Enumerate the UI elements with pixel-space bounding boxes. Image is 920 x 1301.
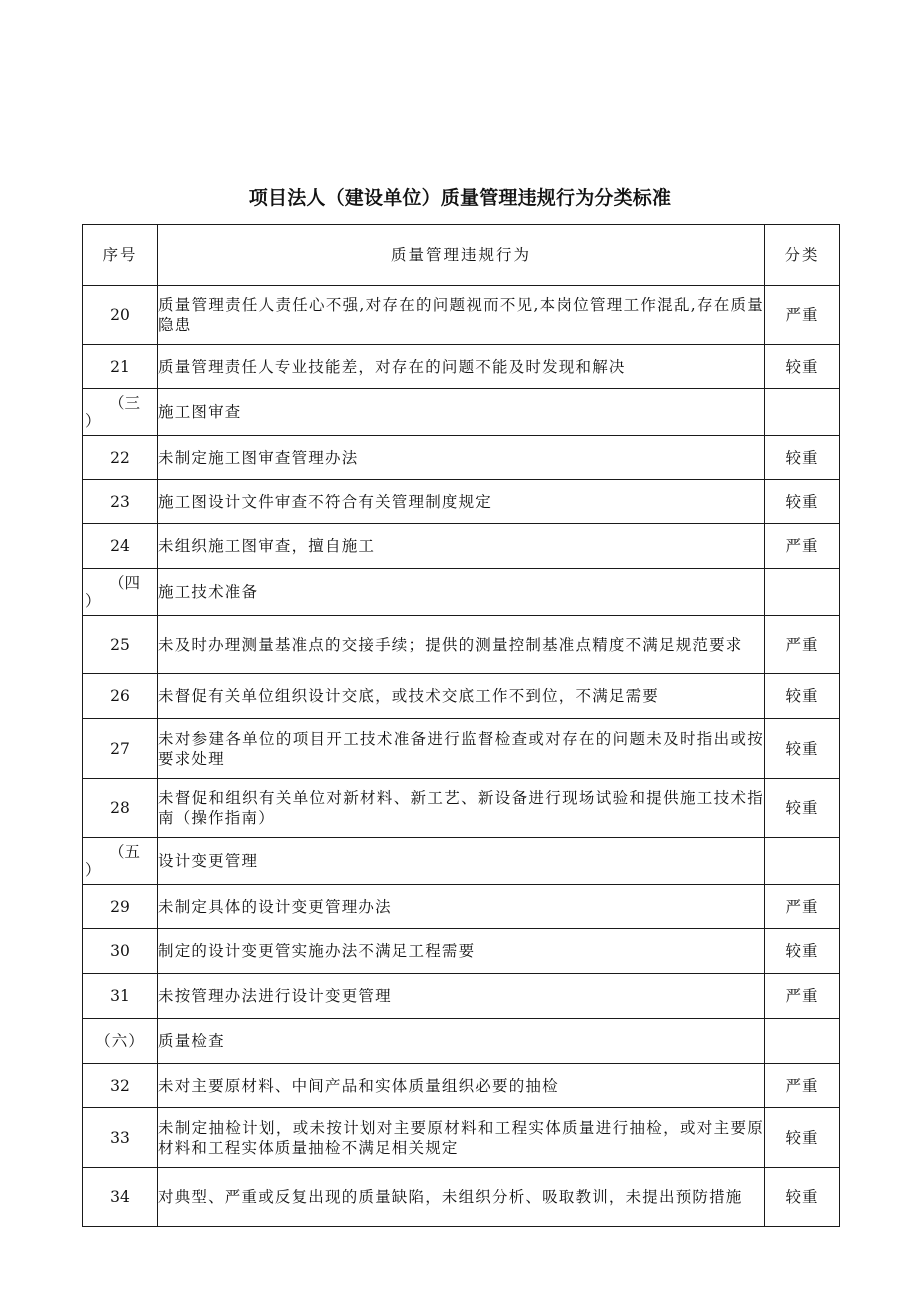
row-description: 未对主要原材料、中间产品和实体质量组织必要的抽检 [158, 1064, 765, 1108]
row-category: 较重 [765, 929, 840, 974]
row-description: 质量管理责任人责任心不强,对存在的问题视而不见,本岗位管理工作混乱,存在质量隐患 [158, 286, 765, 345]
section-row [83, 838, 840, 885]
row-category: 严重 [765, 974, 840, 1019]
section-number: （四 ） [83, 569, 158, 616]
table-row [83, 929, 840, 974]
row-category [765, 1019, 840, 1064]
row-description: 未督促有关单位组织设计交底，或技术交底工作不到位，不满足需要 [158, 674, 765, 719]
table-row [83, 1108, 840, 1168]
table-row [83, 674, 840, 719]
section-title: 质量检查 [158, 1019, 765, 1064]
row-description: 未组织施工图审查，擅自施工 [158, 524, 765, 569]
row-description: 未制定抽检计划，或未按计划对主要原材料和工程实体质量进行抽检，或对主要原材料和工程实体质量抽检不满足相关规定 [158, 1108, 765, 1168]
table-row [83, 974, 840, 1019]
row-category: 较重 [765, 1168, 840, 1227]
section-row [83, 569, 840, 616]
row-description: 施工图设计文件审查不符合有关管理制度规定 [158, 480, 765, 524]
section-row [83, 1019, 840, 1064]
row-number: 34 [83, 1168, 158, 1227]
row-category: 较重 [765, 1108, 840, 1168]
row-description: 质量管理责任人专业技能差，对存在的问题不能及时发现和解决 [158, 345, 765, 389]
row-category: 较重 [765, 719, 840, 779]
row-description: 制定的设计变更管实施办法不满足工程需要 [158, 929, 765, 974]
row-number: 30 [83, 929, 158, 974]
table-row [83, 719, 840, 779]
row-number: 25 [83, 616, 158, 674]
row-category: 较重 [765, 480, 840, 524]
row-category: 严重 [765, 1064, 840, 1108]
page-title: 项目法人（建设单位）质量管理违规行为分类标准 [248, 187, 672, 209]
section-title: 施工图审查 [158, 389, 765, 436]
row-description: 未制定具体的设计变更管理办法 [158, 885, 765, 929]
section-number: （三 ） [83, 389, 158, 436]
row-description: 未按管理办法进行设计变更管理 [158, 974, 765, 1019]
row-category [765, 569, 840, 616]
header-cat: 分类 [765, 225, 840, 286]
section-row [83, 389, 840, 436]
header-no: 序号 [83, 225, 158, 286]
row-number: 31 [83, 974, 158, 1019]
row-description: 对典型、严重或反复出现的质量缺陷，未组织分析、吸取教训，未提出预防措施 [158, 1168, 765, 1227]
row-category: 较重 [765, 779, 840, 838]
row-number: 27 [83, 719, 158, 779]
row-category: 严重 [765, 286, 840, 345]
table-header-row [83, 225, 840, 286]
section-title: 施工技术准备 [158, 569, 765, 616]
section-number: （五 ） [83, 838, 158, 885]
row-category [765, 838, 840, 885]
table-row [83, 885, 840, 929]
row-number: 24 [83, 524, 158, 569]
table-row [83, 1064, 840, 1108]
row-description: 未制定施工图审查管理办法 [158, 436, 765, 480]
violation-table [82, 224, 840, 1227]
row-number: 33 [83, 1108, 158, 1168]
row-category [765, 389, 840, 436]
table-row [83, 286, 840, 345]
table-row [83, 1168, 840, 1227]
table-row [83, 779, 840, 838]
section-number: （六） [83, 1019, 158, 1064]
section-title: 设计变更管理 [158, 838, 765, 885]
row-category: 较重 [765, 674, 840, 719]
row-category: 较重 [765, 436, 840, 480]
row-number: 22 [83, 436, 158, 480]
row-category: 严重 [765, 616, 840, 674]
row-description: 未督促和组织有关单位对新材料、新工艺、新设备进行现场试验和提供施工技术指南（操作指南） [158, 779, 765, 838]
row-number: 21 [83, 345, 158, 389]
table-row [83, 480, 840, 524]
table-row [83, 524, 840, 569]
row-number: 20 [83, 286, 158, 345]
row-category: 严重 [765, 885, 840, 929]
row-number: 32 [83, 1064, 158, 1108]
row-number: 29 [83, 885, 158, 929]
row-number: 23 [83, 480, 158, 524]
row-description: 未及时办理测量基准点的交接手续；提供的测量控制基准点精度不满足规范要求 [158, 616, 765, 674]
table-row [83, 616, 840, 674]
row-category: 严重 [765, 524, 840, 569]
row-category: 较重 [765, 345, 840, 389]
table-row [83, 436, 840, 480]
header-desc: 质量管理违规行为 [158, 225, 765, 286]
row-number: 28 [83, 779, 158, 838]
row-description: 未对参建各单位的项目开工技术准备进行监督检查或对存在的问题未及时指出或按要求处理 [158, 719, 765, 779]
row-number: 26 [83, 674, 158, 719]
table-row [83, 345, 840, 389]
